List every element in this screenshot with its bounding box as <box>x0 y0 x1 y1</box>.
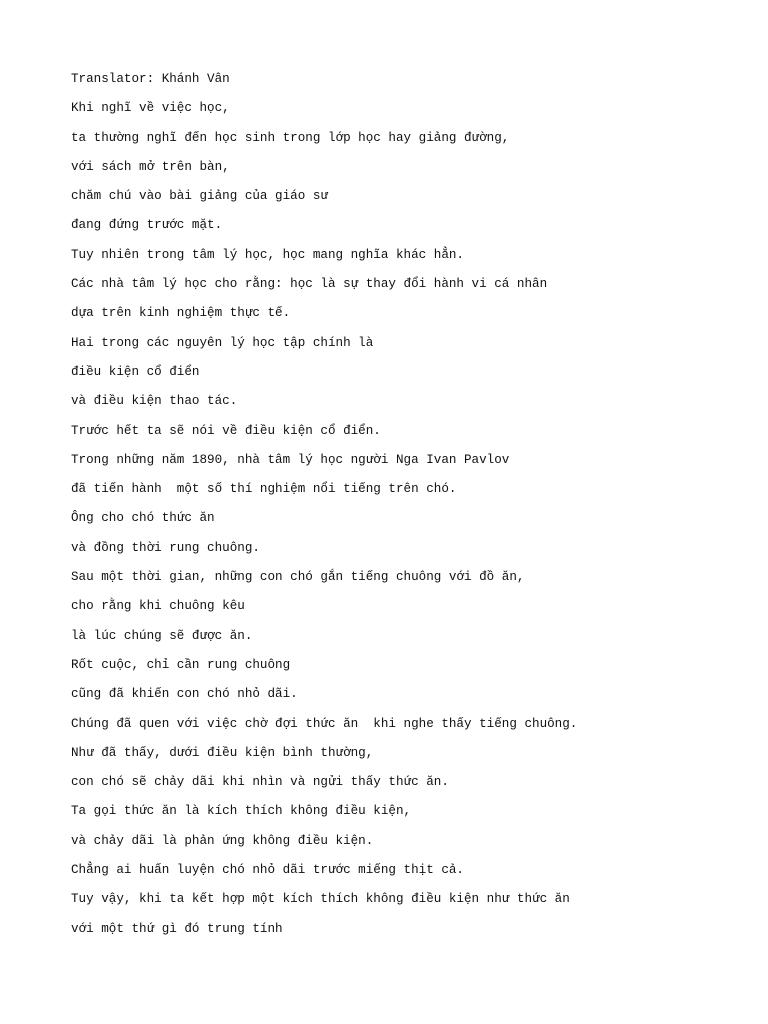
text-line: với một thứ gì đó trung tính <box>71 921 283 936</box>
text-line: cũng đã khiến con chó nhỏ dãi. <box>71 687 298 702</box>
text-line: điều kiện cổ điển <box>71 364 200 379</box>
text-line: Khi nghĩ về việc học, <box>71 101 230 116</box>
text-line: Các nhà tâm lý học cho rằng: học là sự thay đổi hành vi cá nhân <box>71 277 548 292</box>
text-line: cho rằng khi chuông kêu <box>71 599 245 614</box>
text-line: và điều kiện thao tác. <box>71 394 238 409</box>
text-line: Translator: Khánh Vân <box>71 72 230 86</box>
text-line: Trước hết ta sẽ nói về điều kiện cổ điển. <box>71 423 381 438</box>
text-line: Ông cho chó thức ăn <box>71 511 215 526</box>
text-line: dựa trên kinh nghiệm thực tế. <box>71 306 291 321</box>
text-line: Chúng đã quen với việc chờ đợi thức ăn khi nghe thấy tiếng chuông. <box>71 716 578 731</box>
text-line: Như đã thấy, dưới điều kiện bình thường, <box>71 745 374 760</box>
text-line: Tuy nhiên trong tâm lý học, học mang nghĩa khác hẳn. <box>71 247 464 262</box>
text-line: đã tiến hành một số thí nghiệm nổi tiếng trên chó. <box>71 482 457 497</box>
text-line: với sách mở trên bàn, <box>71 159 230 174</box>
text-line: đang đứng trước mặt. <box>71 218 223 233</box>
text-line: Rốt cuộc, chỉ cần rung chuông <box>71 657 291 672</box>
text-line: và chảy dãi là phản ứng không điều kiện. <box>71 833 374 848</box>
text-line: và đồng thời rung chuông. <box>71 540 260 555</box>
transcript-text <box>71 71 751 950</box>
text-line: Trong những năm 1890, nhà tâm lý học người Nga Ivan Pavlov <box>71 452 510 467</box>
text-line: con chó sẽ chảy dãi khi nhìn và ngửi thấy thức ăn. <box>71 775 449 790</box>
text-line: Sau một thời gian, những con chó gắn tiếng chuông với đồ ăn, <box>71 570 525 585</box>
text-line: Hai trong các nguyên lý học tập chính là <box>71 335 374 350</box>
text-line: Tuy vậy, khi ta kết hợp một kích thích không điều kiện như thức ăn <box>71 892 570 907</box>
text-line: ta thường nghĩ đến học sinh trong lớp học hay giảng đường, <box>71 130 510 145</box>
text-line: Chẳng ai huấn luyện chó nhỏ dãi trước miếng thịt cả. <box>71 863 464 878</box>
text-line: chăm chú vào bài giảng của giáo sư <box>71 189 328 204</box>
text-line: Ta gọi thức ăn là kích thích không điều kiện, <box>71 804 412 819</box>
text-line: là lúc chúng sẽ được ăn. <box>71 628 253 643</box>
